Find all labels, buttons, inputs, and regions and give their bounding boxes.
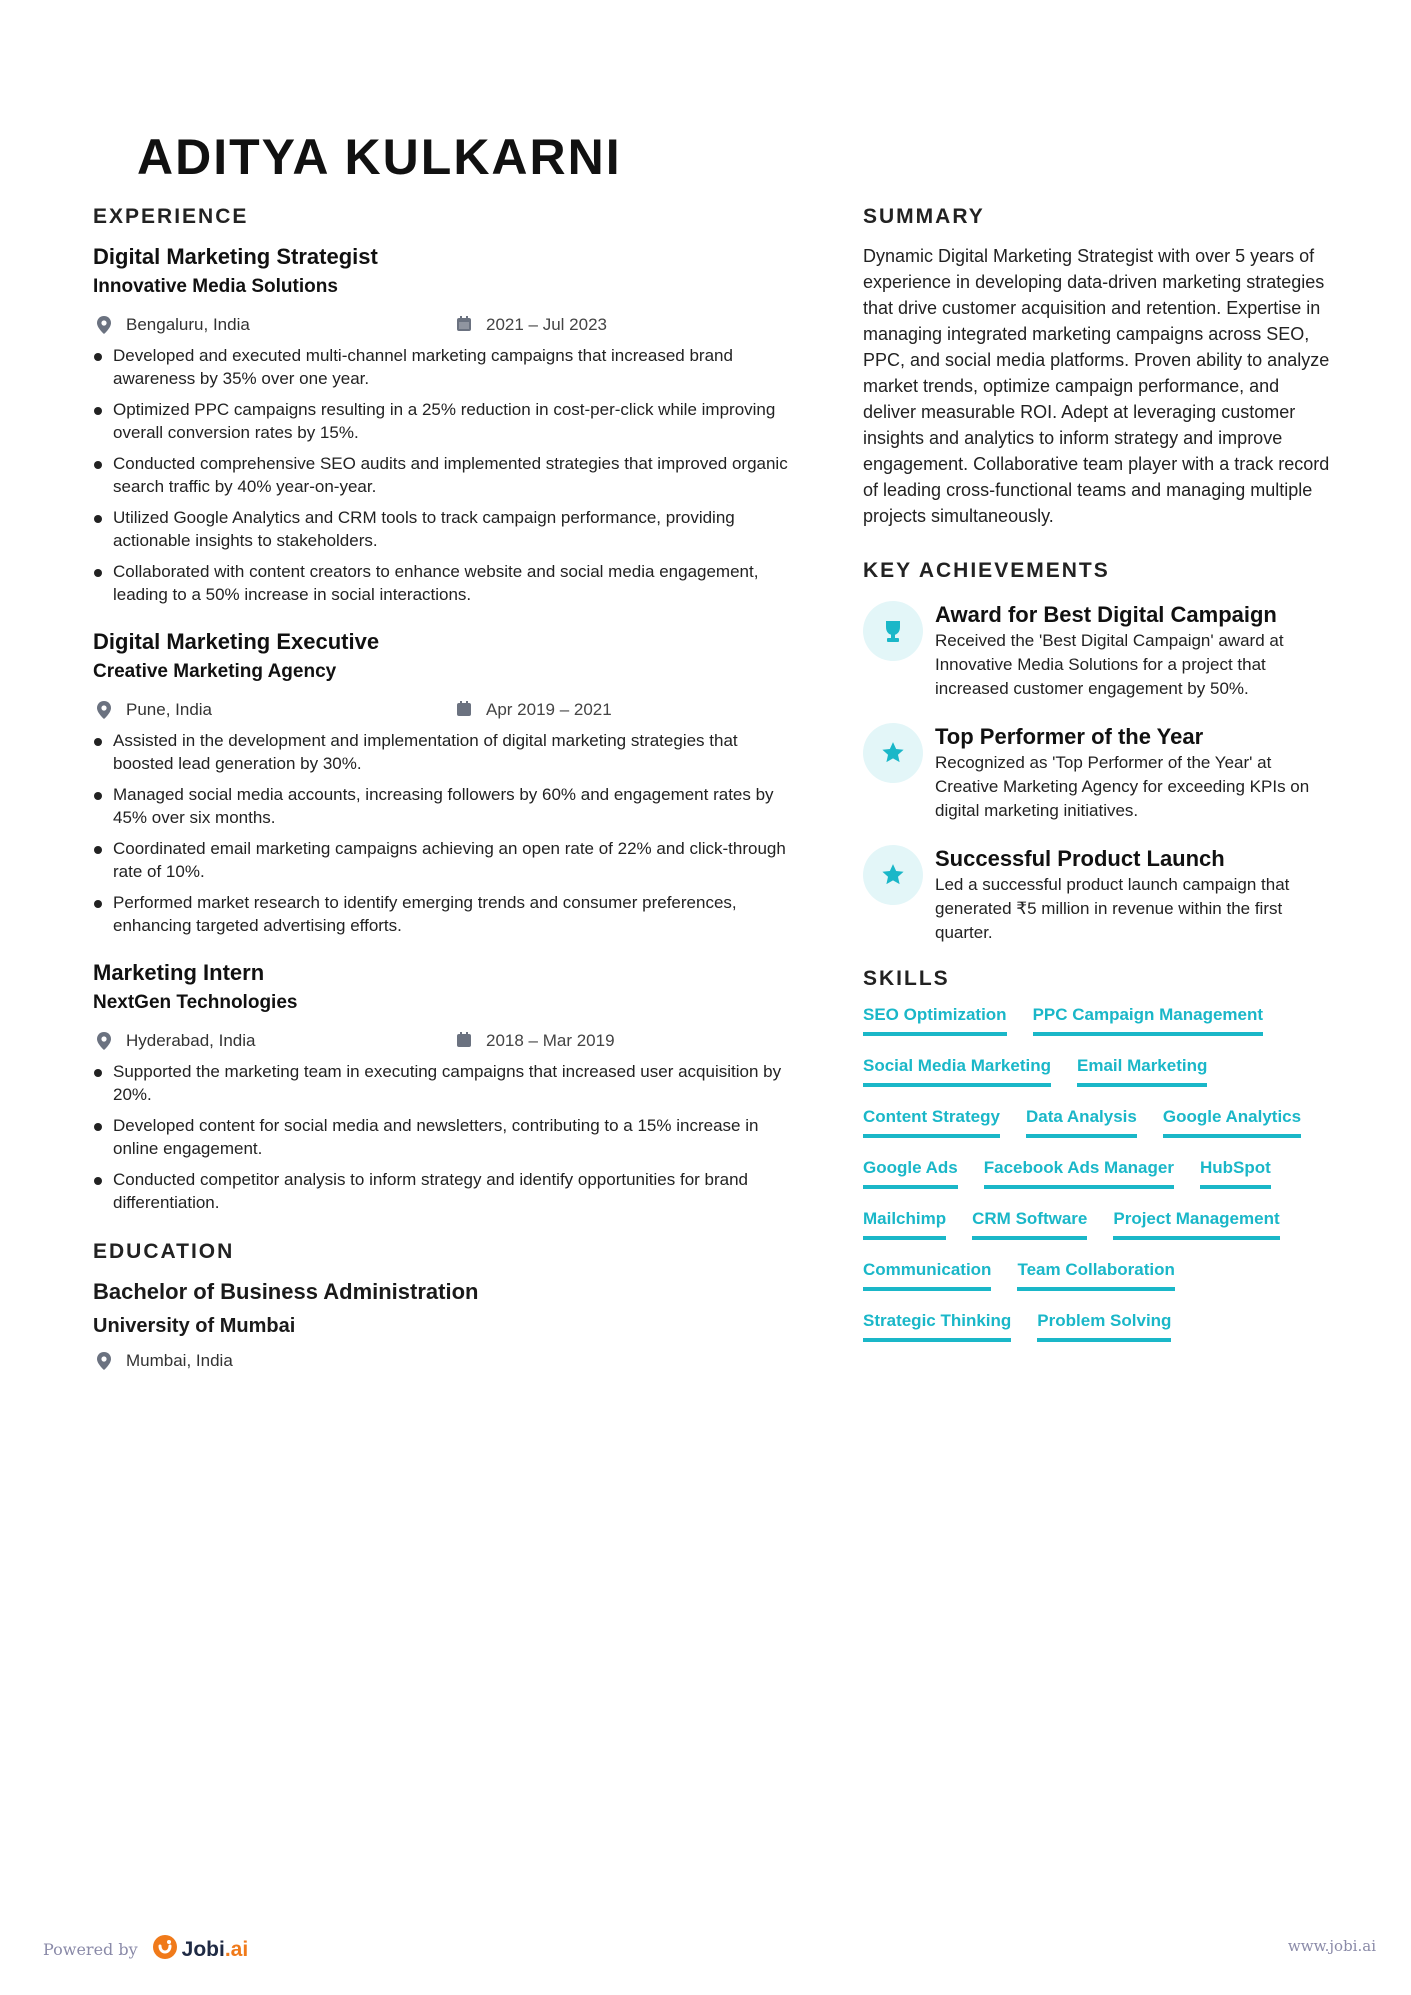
- calendar-icon: [456, 701, 474, 719]
- location-pin-icon: [96, 1352, 114, 1370]
- left-column: [93, 205, 798, 1380]
- job-title: Digital Marketing Strategist: [93, 244, 378, 269]
- job-meta: [93, 1028, 798, 1054]
- job-bullet: Collaborated with content creators to enhance website and social media engagement, leading to a 50% increase in social interactions.: [93, 560, 798, 606]
- location-pin-icon: [96, 701, 114, 719]
- skill-tag: HubSpot: [1200, 1158, 1271, 1189]
- skill-tag: Google Analytics: [1163, 1107, 1301, 1138]
- job-entry: [93, 959, 798, 1214]
- job-title: Marketing Intern: [93, 960, 265, 985]
- summary-text: Dynamic Digital Marketing Strategist with over 5 years of experience in developing data-driven marketing strategies that drive customer acquisition and retention. Expertise in managing integrated marketing campaigns across SEO, PPC, and social media platforms. Proven ability to analyze market trends, optimize campaign performance, and deliver measurable ROI. Adept at leveraging customer insights and analytics to inform strategy and improve engagement. Collaborative team player with a track record of leading cross-functional teams and managing multiple projects simultaneously.: [863, 246, 1330, 526]
- skill-tag: Email Marketing: [1077, 1056, 1207, 1087]
- experience-heading: EXPERIENCE: [93, 205, 249, 228]
- job-bullet: Conducted comprehensive SEO audits and implemented strategies that improved organic search traffic by 40% year-on-year.: [93, 452, 798, 498]
- job-bullet: Utilized Google Analytics and CRM tools to track campaign performance, providing actionable insights to stakeholders.: [93, 506, 798, 552]
- job-dates: 2021 – Jul 2023: [486, 315, 607, 334]
- location-pin-icon: [96, 1032, 114, 1050]
- job-bullet: Coordinated email marketing campaigns achieving an open rate of 22% and click-through rate of 10%.: [93, 837, 798, 883]
- job-bullet: Developed and executed multi-channel marketing campaigns that increased brand awareness by 35% over one year.: [93, 344, 798, 390]
- achievement-item: [863, 845, 1333, 945]
- jobi-brand: Jobi: [181, 1937, 225, 1961]
- job-bullet: Conducted competitor analysis to inform strategy and identify opportunities for brand differentiation.: [93, 1168, 798, 1214]
- achievement-item: [863, 601, 1333, 701]
- company-name: NextGen Technologies: [93, 992, 298, 1013]
- skill-tag: Strategic Thinking: [863, 1311, 1011, 1342]
- trophy-icon: [863, 601, 923, 661]
- skill-tag: PPC Campaign Management: [1033, 1005, 1264, 1036]
- skill-tag: Social Media Marketing: [863, 1056, 1051, 1087]
- job-entry: [93, 243, 798, 606]
- achievement-desc: Recognized as 'Top Performer of the Year' at Creative Marketing Agency for exceeding KPIs on digital marketing initiatives.: [935, 753, 1310, 820]
- education-degree: Bachelor of Business Administration: [93, 1279, 479, 1304]
- job-bullet: Assisted in the development and implementation of digital marketing strategies that boosted lead generation by 30%.: [93, 729, 798, 775]
- powered-by-label: Powered by: [43, 1940, 138, 1959]
- achievement-item: [863, 723, 1333, 823]
- skill-tag: Project Management: [1113, 1209, 1279, 1240]
- calendar-icon: [456, 316, 474, 334]
- achievement-title: Successful Product Launch: [935, 846, 1225, 871]
- job-bullets: [93, 729, 798, 937]
- job-bullet: Developed content for social media and newsletters, contributing to a 15% increase in online engagement.: [93, 1114, 798, 1160]
- achievement-title: Award for Best Digital Campaign: [935, 602, 1277, 627]
- company-name: Innovative Media Solutions: [93, 276, 338, 297]
- star-icon: [863, 845, 923, 905]
- skill-tag: Content Strategy: [863, 1107, 1000, 1138]
- education-heading: EDUCATION: [93, 1240, 235, 1263]
- skills-list: [863, 1005, 1333, 1342]
- job-location: Hyderabad, India: [126, 1031, 256, 1050]
- skills-heading: SKILLS: [863, 967, 950, 990]
- summary-heading: SUMMARY: [863, 205, 985, 228]
- job-bullets: [93, 1060, 798, 1214]
- skill-tag: Communication: [863, 1260, 991, 1291]
- job-bullet: Performed market research to identify emerging trends and consumer preferences, enhancing targeted advertising efforts.: [93, 891, 798, 937]
- skill-tag: Facebook Ads Manager: [984, 1158, 1174, 1189]
- job-bullet: Managed social media accounts, increasing followers by 60% and engagement rates by 45% over six months.: [93, 783, 798, 829]
- jobi-brand-suffix: .ai: [224, 1937, 249, 1961]
- job-location: Bengaluru, India: [126, 315, 250, 334]
- education-entry: [93, 1278, 798, 1374]
- job-bullets: [93, 344, 798, 606]
- right-column: [863, 205, 1333, 1342]
- job-entry: [93, 628, 798, 937]
- job-location: Pune, India: [126, 700, 213, 719]
- job-meta: [93, 697, 798, 723]
- jobi-logo-link[interactable]: [152, 1934, 249, 1965]
- education-meta: [93, 1348, 798, 1374]
- job-meta: [93, 312, 798, 338]
- skill-tag: Data Analysis: [1026, 1107, 1137, 1138]
- achievement-desc: Led a successful product launch campaign that generated ₹5 million in revenue within the first quarter.: [935, 875, 1290, 942]
- skill-tag: SEO Optimization: [863, 1005, 1007, 1036]
- job-bullet: Supported the marketing team in executing campaigns that increased user acquisition by 20%.: [93, 1060, 798, 1106]
- candidate-name: ADITYA KULKARNI: [137, 129, 622, 185]
- job-dates: Apr 2019 – 2021: [486, 700, 612, 719]
- education-school: University of Mumbai: [93, 1315, 296, 1337]
- footer-powered-by: [43, 1934, 248, 1965]
- skill-tag: CRM Software: [972, 1209, 1087, 1240]
- job-title: Digital Marketing Executive: [93, 629, 380, 654]
- skill-tag: Team Collaboration: [1017, 1260, 1174, 1291]
- job-dates: 2018 – Mar 2019: [486, 1031, 615, 1050]
- achievements-heading: KEY ACHIEVEMENTS: [863, 559, 1110, 582]
- job-bullet: Optimized PPC campaigns resulting in a 25% reduction in cost-per-click while improving overall conversion rates by 15%.: [93, 398, 798, 444]
- calendar-icon: [456, 1032, 474, 1050]
- footer-url-link[interactable]: www.jobi.ai: [1287, 1937, 1376, 1955]
- jobi-logo-icon: [152, 1934, 178, 1965]
- location-pin-icon: [96, 316, 114, 334]
- education-location: Mumbai, India: [126, 1351, 233, 1370]
- star-icon: [863, 723, 923, 783]
- achievement-title: Top Performer of the Year: [935, 724, 1204, 749]
- achievement-desc: Received the 'Best Digital Campaign' award at Innovative Media Solutions for a project that increased customer engagement by 50%.: [935, 631, 1284, 698]
- skill-tag: Google Ads: [863, 1158, 958, 1189]
- skill-tag: Problem Solving: [1037, 1311, 1171, 1342]
- skill-tag: Mailchimp: [863, 1209, 946, 1240]
- company-name: Creative Marketing Agency: [93, 661, 337, 682]
